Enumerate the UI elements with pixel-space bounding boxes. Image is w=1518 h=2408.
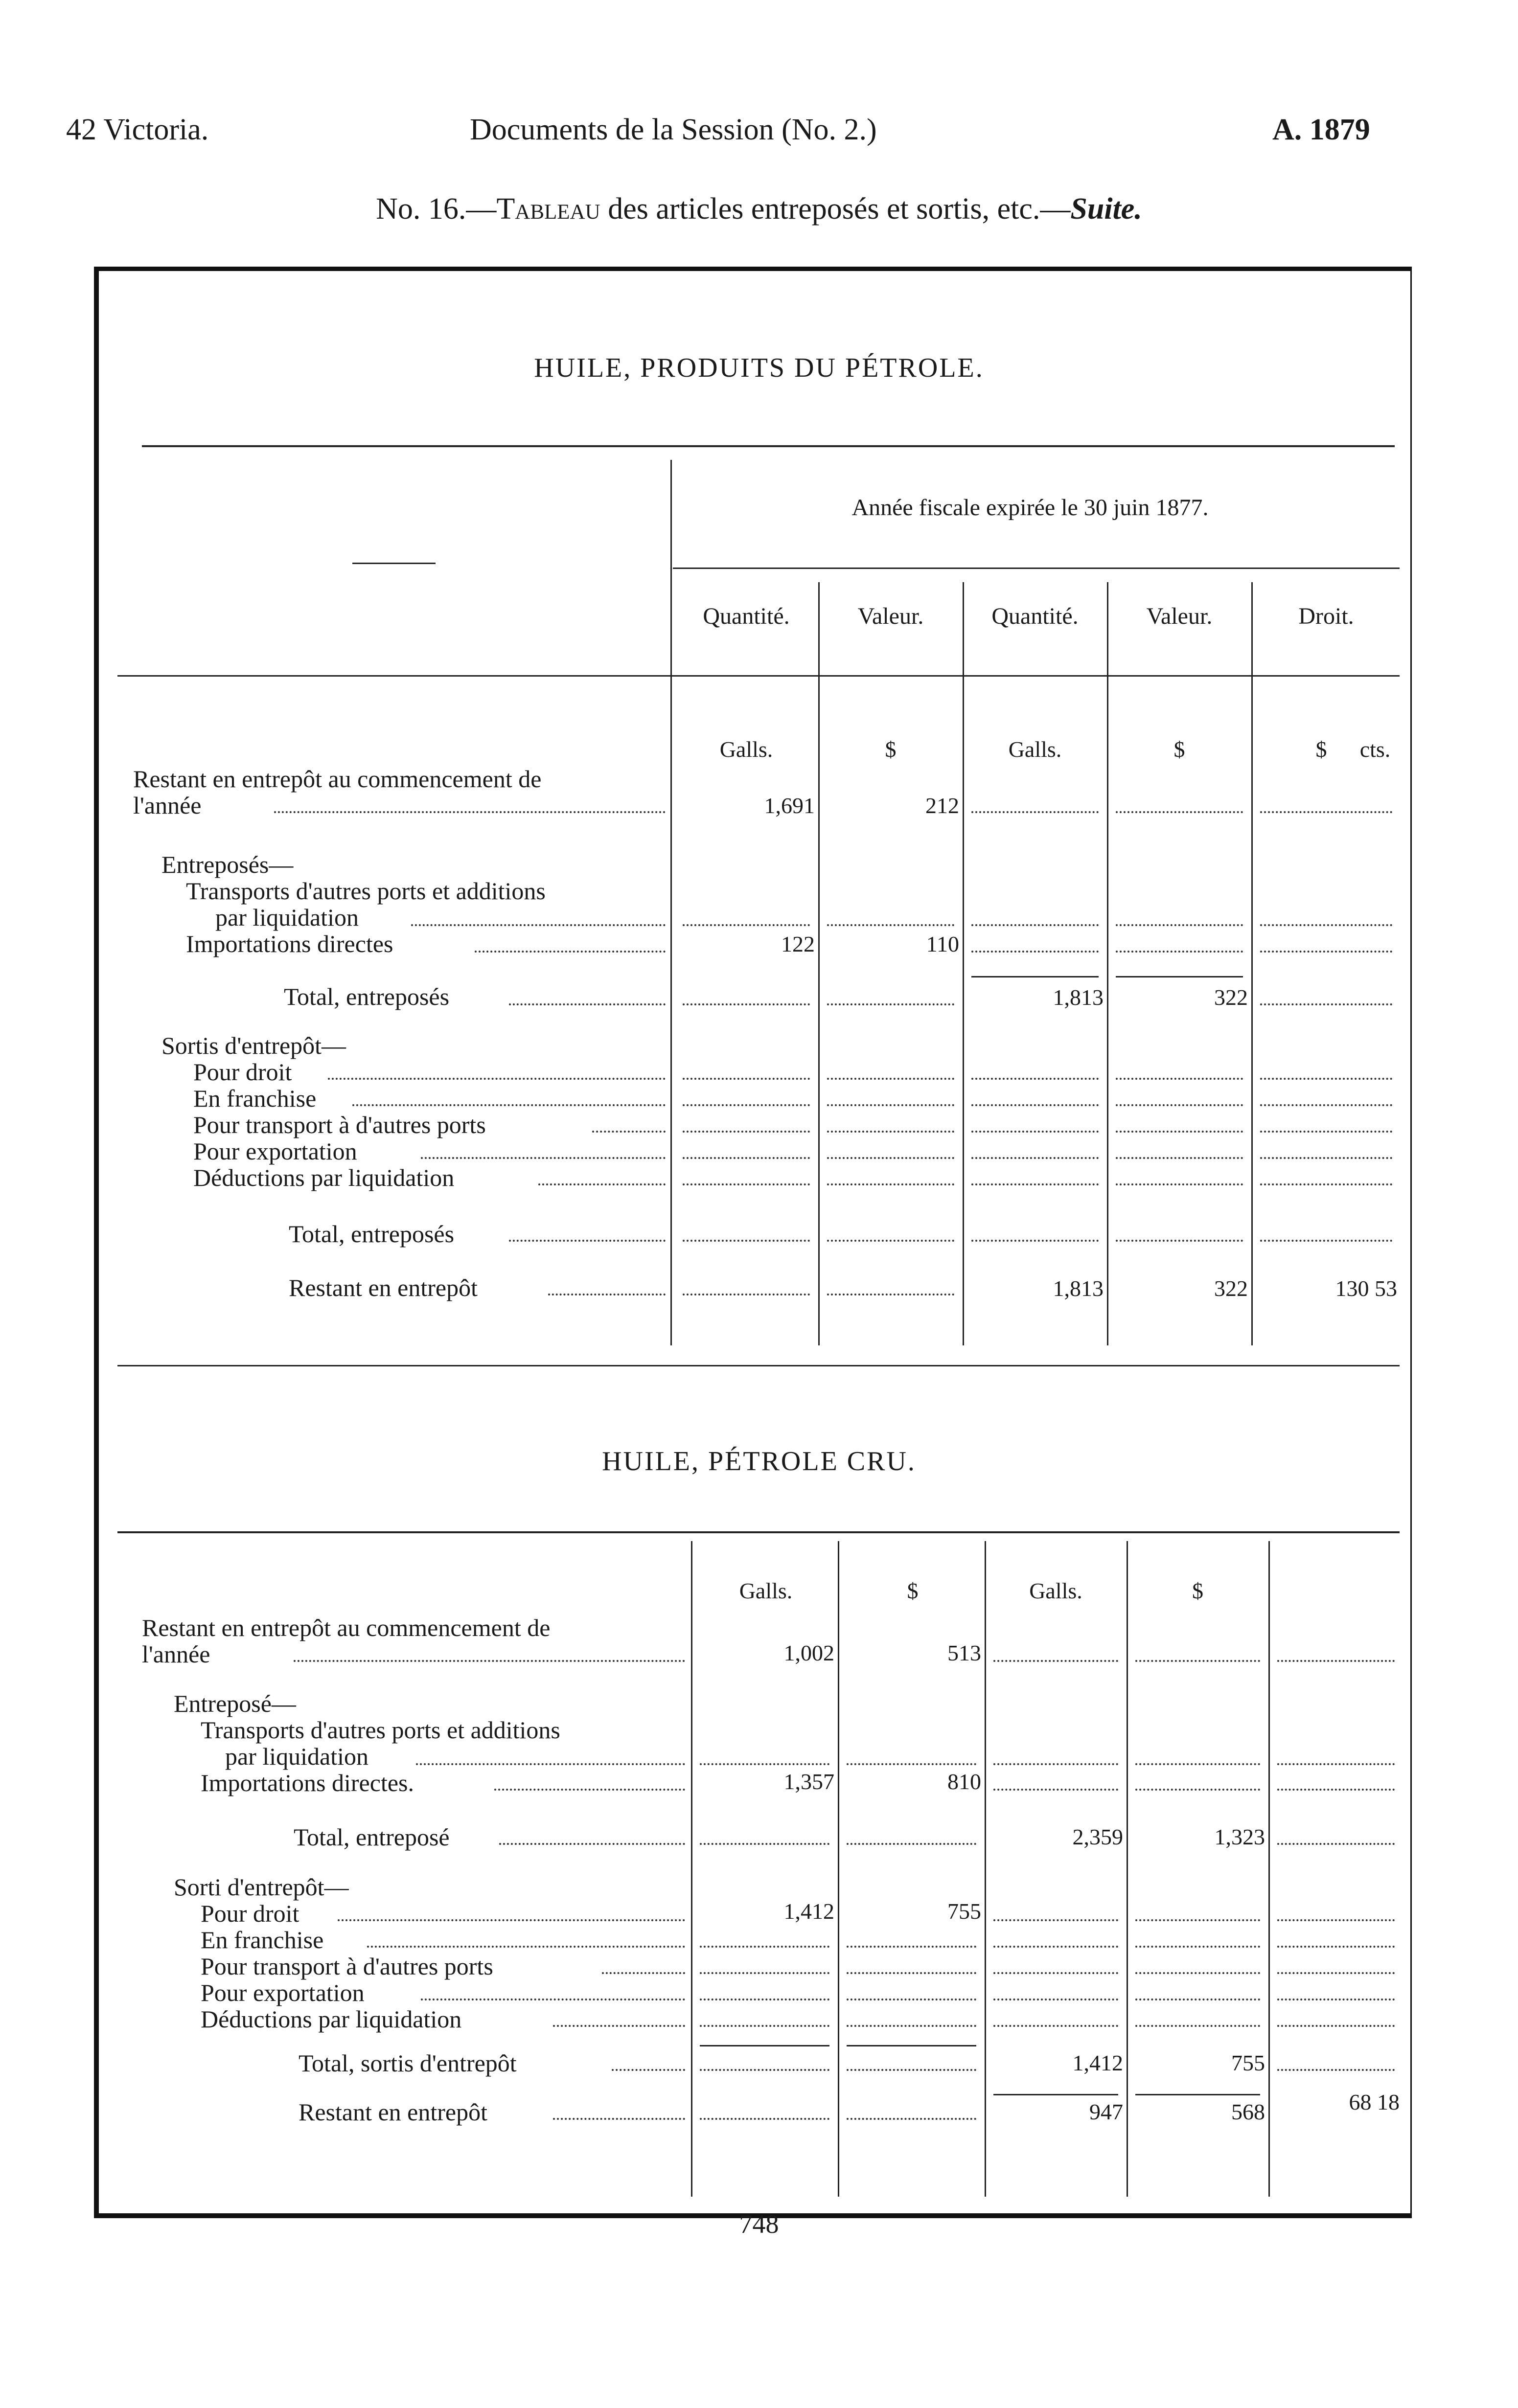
section2-vrule-1 <box>838 1541 839 2197</box>
section1-col-quantite-2: Quantité. <box>991 603 1079 629</box>
s1-cell-empty <box>827 1292 954 1295</box>
s1-cell-empty <box>1260 1238 1392 1242</box>
s1-row-restant-debut-1: Restant en entrepôt au commencement de <box>133 765 542 793</box>
s1-leader-total-sortis <box>509 1238 666 1242</box>
s2-leader-en-franchise <box>367 1944 685 1948</box>
s1-row-pour-droit: Pour droit <box>193 1058 292 1086</box>
section2-unit-dollar-1: $ <box>907 1578 919 1603</box>
s1-cell-empty <box>1116 923 1243 926</box>
s2-cell-empty <box>700 2116 829 2120</box>
s1-cell-empty <box>1116 1182 1243 1185</box>
s1-cell-empty <box>683 1156 810 1159</box>
s1-cell-empty <box>971 1103 1099 1106</box>
s2-leader-restant-fin <box>553 2116 685 2120</box>
s2-cell-empty <box>700 1944 829 1948</box>
s2-val-pour-droit-qty: 1,412 <box>783 1899 834 1924</box>
s1-val-importations-val: 110 <box>926 931 959 956</box>
section1-unit-dollar-3: $ <box>1315 737 1327 762</box>
section2-vrule-4 <box>1268 1541 1270 2197</box>
s1-cell-empty <box>683 923 810 926</box>
s2-cell-empty <box>1135 2023 1260 2027</box>
s1-cell-empty <box>827 1238 954 1242</box>
section1-stub-dash <box>352 563 436 564</box>
s1-leader-deductions <box>538 1182 666 1185</box>
s2-row-restant-fin: Restant en entrepôt <box>299 2098 487 2126</box>
s1-cell-empty <box>1260 1129 1392 1133</box>
s2-cell-empty <box>847 1971 976 1974</box>
s2-cell-empty <box>700 2067 829 2071</box>
s2-leader-deductions <box>553 2023 685 2027</box>
s2-cell-empty <box>700 1997 829 2000</box>
s1-cell-empty <box>827 1182 954 1185</box>
s1-cell-empty <box>1260 810 1392 813</box>
s2-cell-empty <box>993 2023 1118 2027</box>
s2-val-total-entrepose-val: 1,323 <box>1214 1824 1265 1849</box>
s1-leader-importations <box>475 949 666 953</box>
s2-val-total-sortis-val: 755 <box>1231 2050 1265 2075</box>
s1-val-total-entreposes-qty: 1,813 <box>1053 985 1104 1010</box>
s1-row-restant-fin: Restant en entrepôt <box>289 1274 478 1301</box>
s2-cell-empty <box>1277 1944 1395 1948</box>
s1-row-restant-debut-2: l'année <box>133 792 202 819</box>
running-header-right: A. 1879 <box>1272 113 1370 146</box>
s1-row-transports-1: Transports d'autres ports et additions <box>186 877 546 905</box>
s2-leader-transports <box>416 1762 685 1765</box>
subtitle-middle: des articles entreposés et sortis, etc.— <box>600 192 1071 226</box>
s1-leader-restant-fin <box>548 1292 666 1295</box>
section1-vrule-3 <box>1107 582 1108 1345</box>
s2-val-importations-val: 810 <box>947 1769 981 1794</box>
s1-row-transports-2: par liquidation <box>215 904 359 931</box>
s1-val-importations-qty: 122 <box>781 931 815 956</box>
s1-cell-empty <box>1116 1103 1243 1106</box>
section1-unit-dollar-2: $ <box>1173 737 1185 762</box>
s1-val-restant-debut-val: 212 <box>925 793 959 818</box>
s2-cell-empty <box>1277 1997 1395 2000</box>
s2-cell-empty <box>993 1997 1118 2000</box>
s1-row-pour-transport: Pour transport à d'autres ports <box>193 1111 486 1138</box>
s1-val-total-entreposes-val: 322 <box>1214 985 1248 1010</box>
s1-cell-empty <box>827 1156 954 1159</box>
running-header-left: 42 Victoria. <box>66 113 209 146</box>
s2-sum-rule <box>847 2045 976 2046</box>
s2-row-deductions: Déductions par liquidation <box>201 2005 462 2033</box>
s2-leader-restant-debut <box>294 1658 685 1662</box>
s1-cell-empty <box>827 923 954 926</box>
s1-cell-empty <box>971 1076 1099 1080</box>
s2-leader-total-sortis <box>612 2067 685 2071</box>
section1-vrule-stub <box>670 460 672 1345</box>
section2-vrule-3 <box>1127 1541 1128 2197</box>
section1-unit-galls-2: Galls. <box>1008 737 1062 762</box>
s1-cell-empty <box>971 1182 1099 1185</box>
section1-subhead-rule <box>673 568 1400 569</box>
s1-cell-empty <box>1260 1156 1392 1159</box>
subtitle-prefix: No. 16.— <box>376 192 497 226</box>
s1-cell-empty <box>683 1182 810 1185</box>
s1-cell-empty <box>1260 923 1392 926</box>
s2-row-restant-debut-1: Restant en entrepôt au commencement de <box>142 1614 551 1641</box>
s1-cell-empty <box>971 1156 1099 1159</box>
s2-row-total-sortis: Total, sortis d'entrepôt <box>299 2049 517 2077</box>
section2-unit-galls-1: Galls. <box>739 1578 793 1603</box>
section1-col-valeur-2: Valeur. <box>1146 603 1213 629</box>
s2-cell-empty <box>1135 1762 1260 1765</box>
s1-cell-empty <box>1260 949 1392 953</box>
s2-sum-rule <box>1135 2094 1260 2095</box>
section1-fiscal-year: Année fiscale expirée le 30 juin 1877. <box>851 495 1209 521</box>
s1-leader-transports <box>411 923 666 926</box>
section1-rule-top <box>142 445 1395 447</box>
s2-cell-empty <box>1277 1918 1395 1921</box>
s2-cell-empty <box>1277 1971 1395 1974</box>
s2-cell-empty <box>993 1762 1118 1765</box>
s2-row-restant-debut-2: l'année <box>142 1640 210 1668</box>
s2-cell-empty <box>847 2023 976 2027</box>
s2-cell-empty <box>847 1841 976 1845</box>
s1-row-pour-exportation: Pour exportation <box>193 1137 357 1165</box>
s1-row-importations: Importations directes <box>186 930 393 957</box>
s2-cell-empty <box>1277 1658 1395 1662</box>
s1-cell-empty <box>971 949 1099 953</box>
s2-leader-total-entrepose <box>499 1841 685 1845</box>
s1-cell-empty <box>683 1129 810 1133</box>
s2-cell-empty <box>1135 1787 1260 1791</box>
s2-cell-empty <box>1277 1787 1395 1791</box>
s1-cell-empty <box>827 1076 954 1080</box>
s2-cell-empty <box>847 1944 976 1948</box>
section2-rule-top <box>117 1531 1400 1533</box>
s2-cell-empty <box>993 1787 1118 1791</box>
s1-sum-rule <box>1116 976 1243 977</box>
s2-cell-empty <box>700 1971 829 1974</box>
s2-cell-empty <box>847 2116 976 2120</box>
s2-row-pour-transport: Pour transport à d'autres ports <box>201 1953 493 1980</box>
s2-cell-empty <box>1277 1762 1395 1765</box>
s1-val-restant-fin-val: 322 <box>1214 1276 1248 1301</box>
s1-cell-empty <box>1116 1129 1243 1133</box>
s1-cell-empty <box>1116 1076 1243 1080</box>
s2-val-restant-debut-val: 513 <box>947 1640 981 1665</box>
s2-cell-empty <box>1277 2067 1395 2071</box>
s1-cell-empty <box>683 1002 810 1005</box>
s1-leader-pour-droit <box>328 1076 666 1080</box>
s1-cell-empty <box>1260 1076 1392 1080</box>
s2-row-total-entrepose: Total, entreposé <box>294 1823 450 1851</box>
s2-cell-empty <box>847 2067 976 2071</box>
s2-cell-empty <box>1135 1944 1260 1948</box>
s1-leader-restant-debut <box>274 810 666 813</box>
s2-row-pour-exportation: Pour exportation <box>201 1979 365 2006</box>
s1-val-restant-fin-qty: 1,813 <box>1053 1276 1104 1301</box>
section1-col-quantite-1: Quantité. <box>703 603 790 629</box>
s2-sum-rule <box>700 2045 829 2046</box>
section2-vrule-stub <box>691 1541 692 2197</box>
s2-cell-empty <box>847 1762 976 1765</box>
s2-val-restant-fin-val: 568 <box>1231 2099 1265 2124</box>
section2-title: HUILE, PÉTROLE CRU. <box>602 1446 916 1477</box>
s1-cell-empty <box>827 1103 954 1106</box>
section2-vrule-2 <box>985 1541 986 2197</box>
section1-bottom-rule <box>117 1365 1400 1366</box>
s1-leader-total-entreposes <box>509 1002 666 1005</box>
s2-sum-rule <box>993 2094 1118 2095</box>
s2-row-entrepose: Entreposé— <box>174 1690 296 1717</box>
s2-row-pour-droit: Pour droit <box>201 1900 299 1927</box>
s2-cell-empty <box>1135 1971 1260 1974</box>
section1-title: HUILE, PRODUITS DU PÉTROLE. <box>534 353 984 383</box>
s1-cell-empty <box>1116 810 1243 813</box>
s2-val-restant-debut-qty: 1,002 <box>783 1640 834 1665</box>
s2-row-transports-1: Transports d'autres ports et additions <box>201 1716 560 1744</box>
s1-cell-empty <box>971 1238 1099 1242</box>
s2-row-importations: Importations directes. <box>201 1769 414 1796</box>
section1-unit-cts: cts. <box>1359 737 1391 762</box>
s1-row-total-sortis: Total, entreposés <box>289 1220 455 1248</box>
section1-vrule-1 <box>818 582 820 1345</box>
s2-cell-empty <box>993 1918 1118 1921</box>
section1-unit-dollar-1: $ <box>885 737 897 762</box>
subtitle-smallcaps: Tableau <box>496 192 600 226</box>
s1-cell-empty <box>1260 1002 1392 1005</box>
s1-cell-empty <box>827 1129 954 1133</box>
s2-cell-empty <box>993 1944 1118 1948</box>
s1-cell-empty <box>683 1076 810 1080</box>
s2-val-restant-fin-qty: 947 <box>1089 2099 1123 2124</box>
subtitle-suffix: Suite. <box>1070 192 1142 226</box>
s2-val-total-entrepose-qty: 2,359 <box>1072 1824 1123 1849</box>
running-header-center: Documents de la Session (No. 2.) <box>470 113 877 146</box>
s2-val-importations-qty: 1,357 <box>783 1769 834 1794</box>
s1-val-restant-debut-qty: 1,691 <box>764 793 815 818</box>
s1-cell-empty <box>971 810 1099 813</box>
s1-cell-empty <box>827 1002 954 1005</box>
table-subtitle <box>0 192 1518 227</box>
s1-cell-empty <box>683 1103 810 1106</box>
section1-col-valeur-1: Valeur. <box>857 603 924 629</box>
section1-head-rule <box>117 675 1400 677</box>
s1-leader-pour-exportation <box>421 1156 666 1159</box>
s2-cell-empty <box>1277 1841 1395 1845</box>
s2-cell-empty <box>1135 1997 1260 2000</box>
s2-leader-importations <box>494 1787 685 1791</box>
s2-cell-empty <box>847 1997 976 2000</box>
s2-leader-pour-droit <box>338 1918 685 1921</box>
s2-val-pour-droit-val: 755 <box>947 1899 981 1924</box>
s1-leader-pour-transport <box>592 1129 666 1133</box>
s1-row-entreposes: Entreposés— <box>161 851 294 878</box>
s1-cell-empty <box>683 1238 810 1242</box>
s2-row-sorti: Sorti d'entrepôt— <box>174 1873 349 1901</box>
s1-cell-empty <box>971 1129 1099 1133</box>
s1-leader-en-franchise <box>352 1103 666 1106</box>
s2-cell-empty <box>1135 1658 1260 1662</box>
s2-cell-empty <box>1277 2023 1395 2027</box>
s1-val-restant-fin-droit: 130 53 <box>1335 1276 1397 1301</box>
page-number: 748 <box>739 2209 779 2239</box>
s2-cell-empty <box>993 1971 1118 1974</box>
s1-row-total-entreposes: Total, entreposés <box>284 983 450 1010</box>
s1-row-sortis: Sortis d'entrepôt— <box>161 1032 346 1059</box>
section1-col-droit: Droit. <box>1298 603 1354 629</box>
s1-cell-empty <box>1116 1238 1243 1242</box>
s2-cell-empty <box>1135 1918 1260 1921</box>
s2-cell-empty <box>700 1762 829 1765</box>
s2-val-total-sortis-qty: 1,412 <box>1072 2050 1123 2075</box>
s2-cell-empty <box>700 2023 829 2027</box>
s2-cell-empty <box>700 1841 829 1845</box>
s2-row-transports-2: par liquidation <box>225 1743 368 1770</box>
s1-cell-empty <box>1260 1103 1392 1106</box>
section1-vrule-4 <box>1251 582 1253 1345</box>
s1-sum-rule <box>971 976 1099 977</box>
s1-cell-empty <box>1116 949 1243 953</box>
s2-cell-empty <box>993 1658 1118 1662</box>
s2-leader-pour-exportation <box>421 1997 685 2000</box>
s1-cell-empty <box>971 923 1099 926</box>
s1-row-en-franchise: En franchise <box>193 1085 317 1112</box>
section1-unit-galls-1: Galls. <box>719 737 773 762</box>
s2-val-restant-fin-droit: 68 18 <box>1349 2090 1400 2114</box>
s1-cell-empty <box>683 1292 810 1295</box>
s1-cell-empty <box>1116 1156 1243 1159</box>
section2-unit-dollar-2: $ <box>1192 1578 1203 1603</box>
s2-row-en-franchise: En franchise <box>201 1926 324 1954</box>
s1-cell-empty <box>1260 1182 1392 1185</box>
s2-leader-pour-transport <box>602 1971 685 1974</box>
section1-vrule-2 <box>963 582 964 1345</box>
s1-row-deductions: Déductions par liquidation <box>193 1164 455 1191</box>
section2-unit-galls-2: Galls. <box>1029 1578 1082 1603</box>
